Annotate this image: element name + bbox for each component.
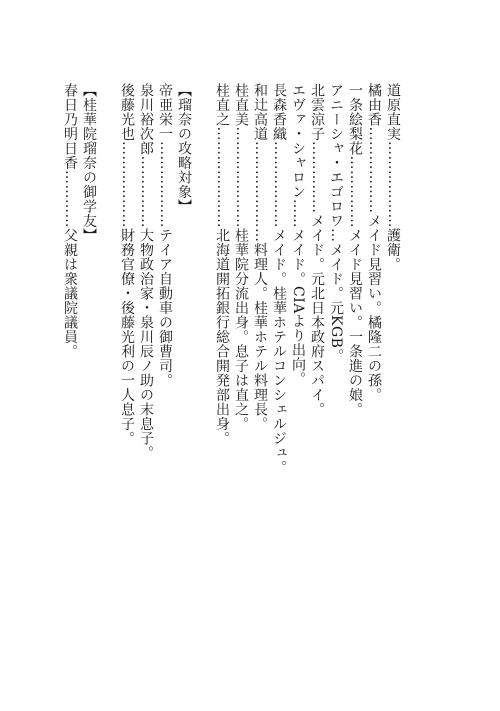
character-name: 道原直実	[385, 83, 401, 141]
section-heading-text: 桂華院瑠奈の御学友	[81, 97, 97, 228]
character-name: 帝亜栄一	[157, 83, 173, 141]
bracket-close: 】	[176, 199, 192, 214]
leader-dots: …………………	[214, 126, 230, 228]
character-entry	[118, 83, 135, 446]
leader-dots: ……………	[309, 141, 325, 214]
leader-dots: …………	[62, 170, 78, 228]
character-name: 和辻高道	[252, 83, 268, 141]
leader-dots: ………………	[119, 141, 135, 228]
bracket-close: 】	[81, 228, 97, 243]
character-description: 父親は衆議院議員。	[62, 228, 78, 359]
character-name: アニーシャ・エゴロワ	[328, 83, 344, 228]
bracket-open: 【	[81, 83, 97, 98]
character-description: メイド。元北日本政府スパイ。	[309, 213, 325, 417]
character-description: メイド。CIAより出向。	[290, 228, 306, 387]
leader-dots: …	[328, 228, 344, 243]
leader-dots: …………………	[233, 126, 249, 228]
bracket-open: 【	[176, 83, 192, 98]
character-entry	[270, 83, 287, 475]
leader-dots: ………………	[366, 126, 382, 214]
section-heading-text: 瑠奈の攻略対象	[176, 97, 192, 199]
character-name: 北雲涼子	[309, 83, 325, 141]
character-description: 桂華院分流出身。息子は直之。	[233, 228, 249, 431]
character-name: 春日乃明日香	[62, 83, 78, 170]
character-entry	[137, 83, 154, 460]
character-description: メイド見習い。一条進の娘。	[347, 228, 363, 417]
character-name: 桂直之	[214, 83, 230, 127]
section-heading-targets	[175, 83, 192, 214]
character-description: メイド。桂華ホテルコンシェルジュ。	[271, 228, 287, 475]
character-name: 桂直美	[233, 83, 249, 127]
character-description: テイア自動車の御曹司。	[157, 228, 173, 388]
leader-dots: ………………	[157, 141, 173, 228]
character-description: 護衛。	[385, 228, 401, 272]
character-entry	[289, 83, 306, 386]
character-description: メイド見習い。橘隆二の孫。	[366, 213, 382, 402]
character-description: メイド。元KGB。	[328, 242, 344, 363]
character-entry	[346, 83, 363, 417]
character-entry	[308, 83, 325, 417]
character-description: 料理人。桂華ホテル料理長。	[252, 242, 268, 431]
character-name: 後藤光也	[119, 83, 135, 141]
leader-dots: …………………	[252, 141, 268, 243]
leader-dots: ………………	[385, 141, 401, 228]
character-entry	[61, 83, 78, 359]
section-heading-friends	[80, 83, 97, 243]
character-name: エヴァ・シャロン	[290, 83, 306, 199]
character-entry	[156, 83, 173, 388]
character-description: 財務官僚・後藤光利の一人息子。	[119, 228, 135, 446]
leader-dots: ……………	[138, 155, 154, 228]
character-name: 長森香織	[271, 83, 287, 141]
character-description: 大物政治家・泉川辰ノ助の末息子。	[138, 228, 154, 460]
leader-dots: ………………	[271, 141, 287, 228]
character-entry	[251, 83, 268, 431]
character-entry	[384, 83, 401, 272]
character-name: 橘由香	[366, 83, 382, 127]
character-entry	[213, 83, 230, 446]
character-entry	[327, 83, 344, 363]
character-name: 泉川裕次郎	[138, 83, 154, 156]
character-name: 一条絵梨花	[347, 83, 363, 156]
character-description: 北海道開拓銀行総合開発部出身。	[214, 228, 230, 446]
leader-dots: ……………	[347, 155, 363, 228]
leader-dots: ……	[290, 199, 306, 228]
character-entry	[365, 83, 382, 402]
character-entry	[232, 83, 249, 431]
